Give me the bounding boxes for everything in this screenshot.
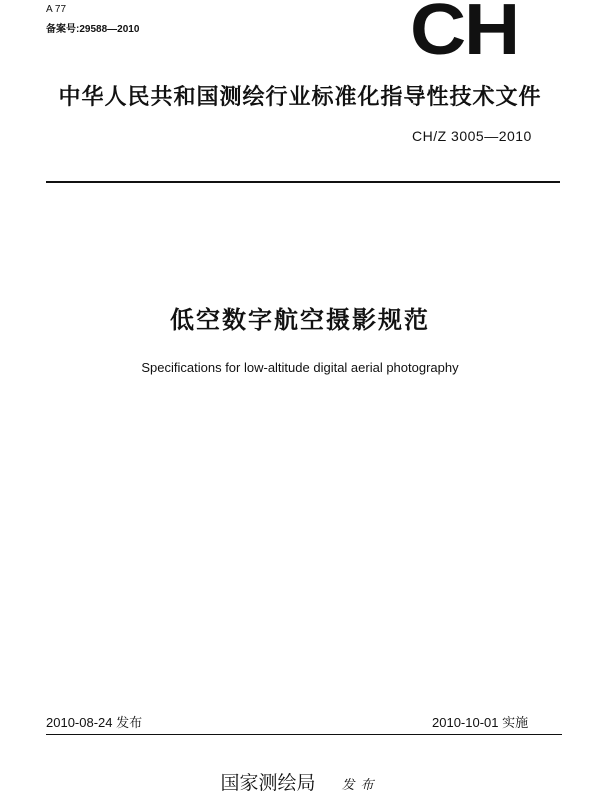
publisher-line	[0, 768, 600, 795]
publisher-name: 国家测绘局	[220, 772, 316, 794]
footer-divider	[46, 734, 562, 735]
document-title-cn: 低空数字航空摄影规范	[170, 307, 430, 334]
series-title: 中华人民共和国测绘行业标准化指导性技术文件	[58, 84, 542, 109]
record-number: 备案号:29588—2010	[46, 24, 140, 35]
document-title-en: Specifications for low-altitude digital aerial photography	[141, 360, 459, 375]
issue-date: 2010-08-24 发布	[46, 715, 143, 730]
ch-logo: CH	[410, 0, 518, 70]
implementation-date: 2010-10-01 实施	[432, 715, 529, 730]
classification-code: A 77	[46, 4, 67, 15]
publisher-verb: 发布	[341, 778, 380, 793]
standard-number: CH/Z 3005—2010	[412, 128, 532, 144]
header-divider	[46, 181, 560, 183]
